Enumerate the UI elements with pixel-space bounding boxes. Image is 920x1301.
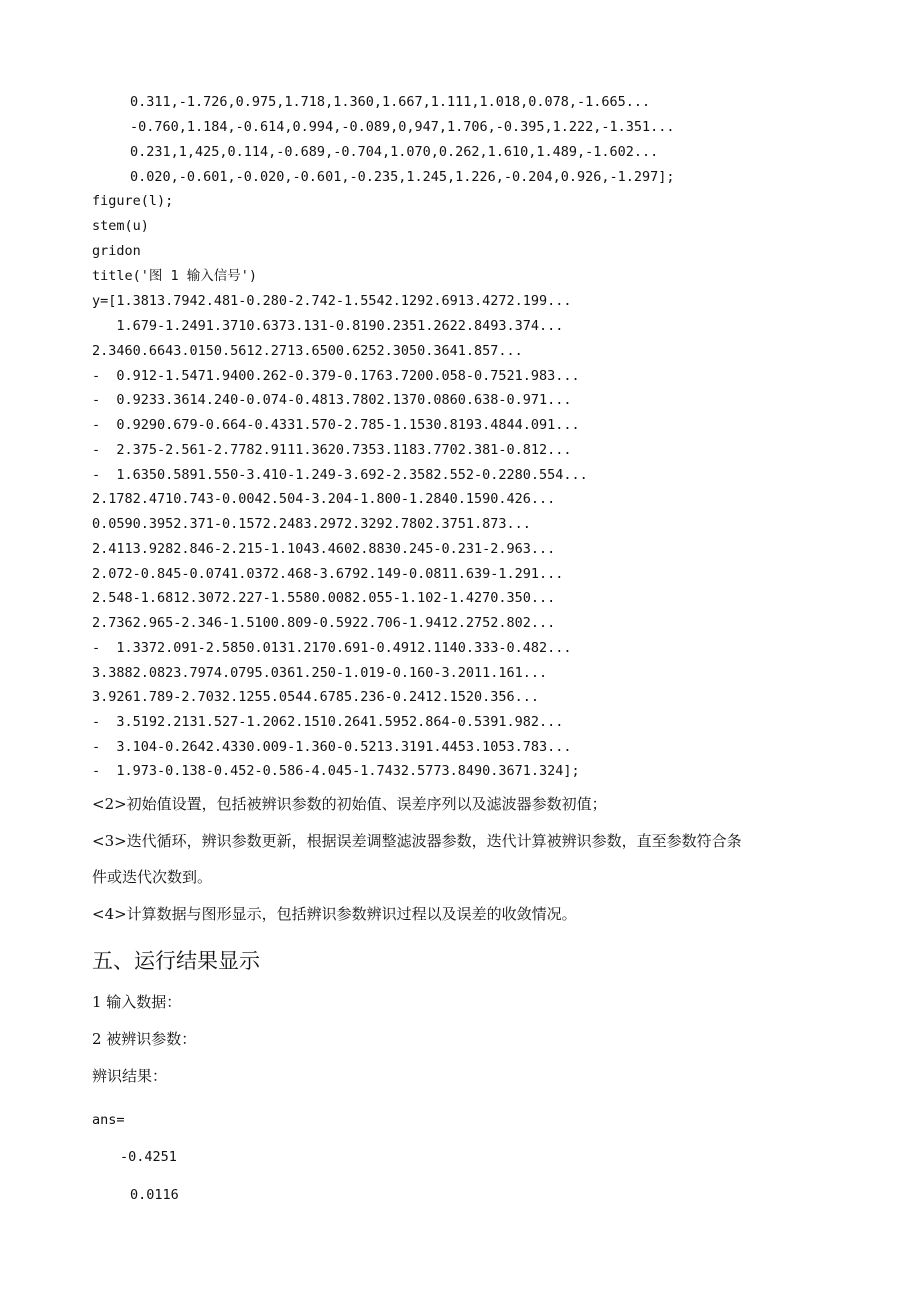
code-line-y-9: 2.1782.4710.743-0.0042.504-3.204-1.800-1.2840.1590.426... (92, 491, 556, 507)
code-line-u-3: 0.231,1,425,0.114,-0.689,-0.704,1.070,0.262,1.610,1.489,-1.602... (130, 144, 659, 160)
ans-value-1: -0.4251 (120, 1149, 177, 1165)
code-line-y-18: - 3.5192.2131.527-1.2062.1510.2641.5952.864-0.5391.982... (92, 714, 564, 730)
code-line-y-10: 0.0590.3952.371-0.1572.2483.2972.3292.7802.3751.873... (92, 516, 531, 532)
code-line-y-8: - 1.6350.5891.550-3.410-1.249-3.692-2.3582.552-0.2280.554... (92, 467, 588, 483)
step-4-text: <4>计算数据与图形显示，包括辨识参数辨识过程以及误差的收敛情况。 (92, 905, 577, 923)
ans-label: ans= (92, 1112, 125, 1128)
code-line-u-4: 0.020,-0.601,-0.020,-0.601,-0.235,1.245,1.226,-0.204,0.926,-1.297]; (130, 169, 675, 185)
code-line-y-3: 2.3460.6643.0150.5612.2713.6500.6252.3050.3641.857... (92, 343, 523, 359)
code-line-y-20: - 1.973-0.138-0.452-0.586-4.045-1.7432.5773.8490.3671.324]; (92, 763, 580, 779)
code-line-y-7: - 2.375-2.561-2.7782.9111.3620.7353.1183.7702.381-0.812... (92, 442, 572, 458)
code-line-grid: gridon (92, 243, 141, 259)
result-item-input-data: 1 输入数据： (92, 993, 182, 1011)
code-line-stem: stem(u) (92, 218, 149, 234)
step-3-text: <3>迭代循环，辨识参数更新，根据误差调整滤波器参数，迭代计算被辨识参数，直至参数符合条 (92, 832, 742, 850)
code-line-y-1: y=[1.3813.7942.481-0.280-2.742-1.5542.1292.6913.4272.199... (92, 293, 572, 309)
code-line-u-2: -0.760,1.184,-0.614,0.994,-0.089,0,947,1.706,-0.395,1.222,-1.351... (130, 119, 675, 135)
code-line-y-14: 2.7362.965-2.346-1.5100.809-0.5922.706-1.9412.2752.802... (92, 615, 556, 631)
code-line-title: title('图 1 输入信号') (92, 268, 258, 284)
code-line-y-11: 2.4113.9282.846-2.215-1.1043.4602.8830.245-0.231-2.963... (92, 541, 556, 557)
code-line-y-6: - 0.9290.679-0.664-0.4331.570-2.785-1.1530.8193.4844.091... (92, 417, 580, 433)
step-2-text: <2>初始值设置，包括被辨识参数的初始值、误差序列以及滤波器参数初值； (92, 795, 607, 813)
code-line-y-4: - 0.912-1.5471.9400.262-0.379-0.1763.7200.058-0.7521.983... (92, 368, 580, 384)
code-line-y-5: - 0.9233.3614.240-0.074-0.4813.7802.1370.0860.638-0.971... (92, 392, 572, 408)
step-3-text-cont: 件或迭代次数到。 (92, 868, 213, 886)
code-line-u-1: 0.311,-1.726,0.975,1.718,1.360,1.667,1.111,1.018,0.078,-1.665... (130, 94, 651, 110)
section-heading: 五、运行结果显示 (92, 949, 260, 973)
code-line-y-17: 3.9261.789-2.7032.1255.0544.6785.236-0.2412.1520.356... (92, 689, 540, 705)
code-line-y-15: - 1.3372.091-2.5850.0131.2170.691-0.4912.1140.333-0.482... (92, 640, 572, 656)
code-line-y-19: - 3.104-0.2642.4330.009-1.360-0.5213.3191.4453.1053.783... (92, 739, 572, 755)
code-line-y-13: 2.548-1.6812.3072.227-1.5580.0082.055-1.102-1.4270.350... (92, 590, 556, 606)
result-label: 辨识结果： (92, 1067, 168, 1085)
ans-value-2: 0.0116 (130, 1187, 179, 1203)
result-item-identified-params: 2 被辨识参数： (92, 1030, 197, 1048)
code-line-y-2: 1.679-1.2491.3710.6373.131-0.8190.2351.2622.8493.374... (92, 318, 564, 334)
code-line-y-12: 2.072-0.845-0.0741.0372.468-3.6792.149-0.0811.639-1.291... (92, 566, 564, 582)
code-line-figure: figure(l); (92, 193, 174, 209)
code-line-y-16: 3.3882.0823.7974.0795.0361.250-1.019-0.160-3.2011.161... (92, 665, 548, 681)
